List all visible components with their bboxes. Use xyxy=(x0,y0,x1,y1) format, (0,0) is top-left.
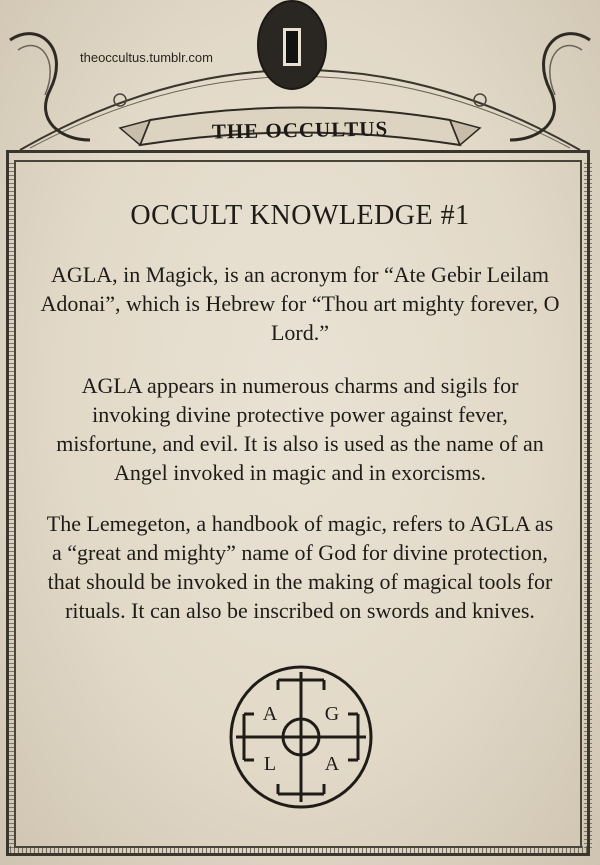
sigil-letter-2: G xyxy=(324,703,340,725)
site-url: theoccultus.tumblr.com xyxy=(80,50,213,65)
page-title: OCCULT KNOWLEDGE #1 xyxy=(130,200,470,231)
agla-sigil xyxy=(228,664,374,810)
banner-title: THE OCCULTUS xyxy=(211,116,389,144)
paragraph-1: AGLA, in Magick, is an acronym for “Ate Gebir Leilam Adonai”, which is Hebrew for “Thou art mighty forever, O Lord.” xyxy=(40,262,560,345)
header-ornament xyxy=(0,0,600,160)
paragraph-3: The Lemegeton, a handbook of magic, refers to AGLA as a “great and mighty” name of God for divine protection, that should be invoked in the making of magical tools for rituals. It can also be inscribed on swords and knives. xyxy=(46,511,554,623)
sigil-letter-4: A xyxy=(324,753,340,775)
paragraph-2: AGLA appears in numerous charms and sigils for invoking divine protective power against fever, misfortune, and evil. It is also is used as the name of an Angel invoked in magic and in exorcisms. xyxy=(56,373,544,485)
sigil-letter-1: A xyxy=(262,703,278,725)
sigil-letter-3: L xyxy=(263,753,277,775)
